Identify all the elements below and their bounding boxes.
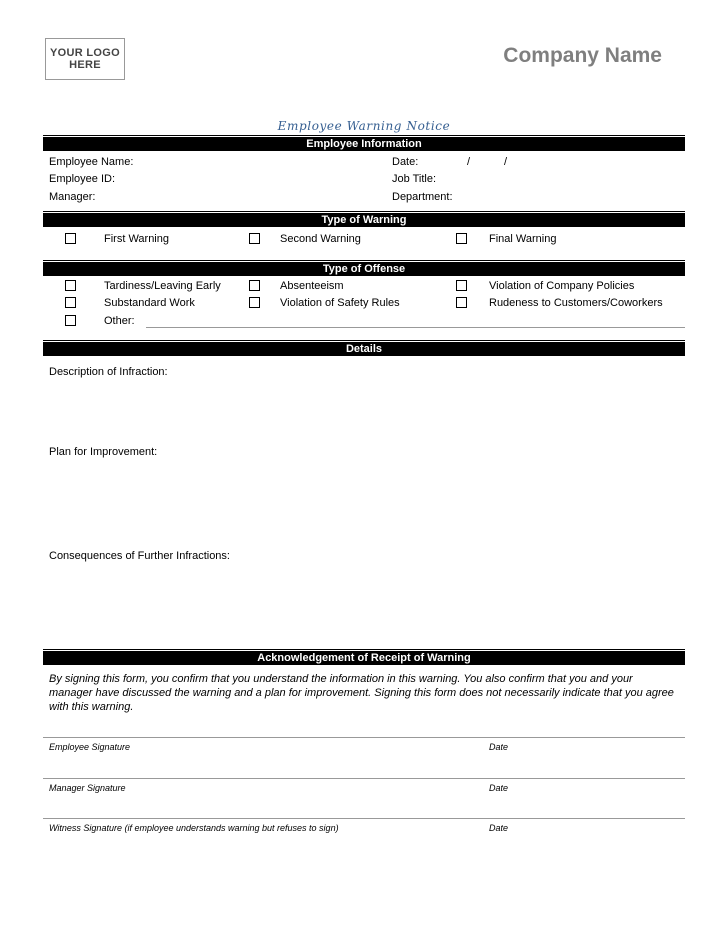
employee-signature-label: Employee Signature <box>49 742 131 752</box>
company-policies-label: Violation of Company Policies <box>489 280 635 292</box>
document-title: Employee Warning Notice <box>277 119 451 133</box>
company-logo-placeholder <box>45 38 125 80</box>
first-warning-checkbox[interactable] <box>65 233 76 244</box>
employee-signature-line[interactable] <box>43 737 685 738</box>
rudeness-checkbox[interactable] <box>456 297 467 308</box>
section-header-employee-info: Employee Information <box>43 137 685 151</box>
first-warning-label: First Warning <box>104 233 169 245</box>
manager-signature-line[interactable] <box>43 778 685 779</box>
substandard-work-label: Substandard Work <box>104 297 195 309</box>
other-offense-checkbox[interactable] <box>65 315 76 326</box>
acknowledgement-text: By signing this form, you confirm that you understand the information in this warning. You also confirm that you and your manager have discussed the warning and a plan for improvement. Signing this form does not necessarily indicate that you agree with this warning. <box>49 673 674 713</box>
witness-signature-label: Witness Signature (if employee understands warning but refuses to sign) <box>49 823 339 833</box>
manager-label: Manager: <box>49 191 96 203</box>
employee-signature-date-label: Date <box>489 742 509 752</box>
department-label: Department: <box>392 191 453 203</box>
consequences-label: Consequences of Further Infractions: <box>49 550 230 562</box>
rudeness-label: Rudeness to Customers/Coworkers <box>489 297 663 309</box>
date-separator-1: / <box>467 156 471 168</box>
tardiness-label: Tardiness/Leaving Early <box>104 280 221 292</box>
safety-rules-checkbox[interactable] <box>249 297 260 308</box>
section-header-type-of-warning: Type of Warning <box>43 213 685 227</box>
section-header-details: Details <box>43 342 685 356</box>
logo-line-1: YOUR LOGO <box>50 47 120 59</box>
final-warning-label: Final Warning <box>489 233 557 245</box>
date-label: Date: <box>392 156 419 168</box>
safety-rules-label: Violation of Safety Rules <box>280 297 400 309</box>
second-warning-checkbox[interactable] <box>249 233 260 244</box>
description-of-infraction-label: Description of Infraction: <box>49 366 168 378</box>
logo-line-2: HERE <box>69 59 101 71</box>
employee-name-label: Employee Name: <box>49 156 134 168</box>
second-warning-label: Second Warning <box>280 233 361 245</box>
tardiness-checkbox[interactable] <box>65 280 76 291</box>
final-warning-checkbox[interactable] <box>456 233 467 244</box>
section-header-type-of-offense: Type of Offense <box>43 262 685 276</box>
date-separator-2: / <box>504 156 508 168</box>
company-name: Company Name <box>503 44 662 67</box>
substandard-work-checkbox[interactable] <box>65 297 76 308</box>
plan-for-improvement-label: Plan for Improvement: <box>49 446 158 458</box>
job-title-label: Job Title: <box>392 173 437 185</box>
other-offense-label: Other: <box>104 315 135 327</box>
section-header-acknowledgement: Acknowledgement of Receipt of Warning <box>43 651 685 665</box>
company-policies-checkbox[interactable] <box>456 280 467 291</box>
employee-id-label: Employee ID: <box>49 173 116 185</box>
absenteeism-label: Absenteeism <box>280 280 344 292</box>
manager-signature-date-label: Date <box>489 783 509 793</box>
witness-signature-line[interactable] <box>43 818 685 819</box>
witness-signature-date-label: Date <box>489 823 509 833</box>
other-offense-line[interactable] <box>146 327 685 328</box>
absenteeism-checkbox[interactable] <box>249 280 260 291</box>
manager-signature-label: Manager Signature <box>49 783 126 793</box>
